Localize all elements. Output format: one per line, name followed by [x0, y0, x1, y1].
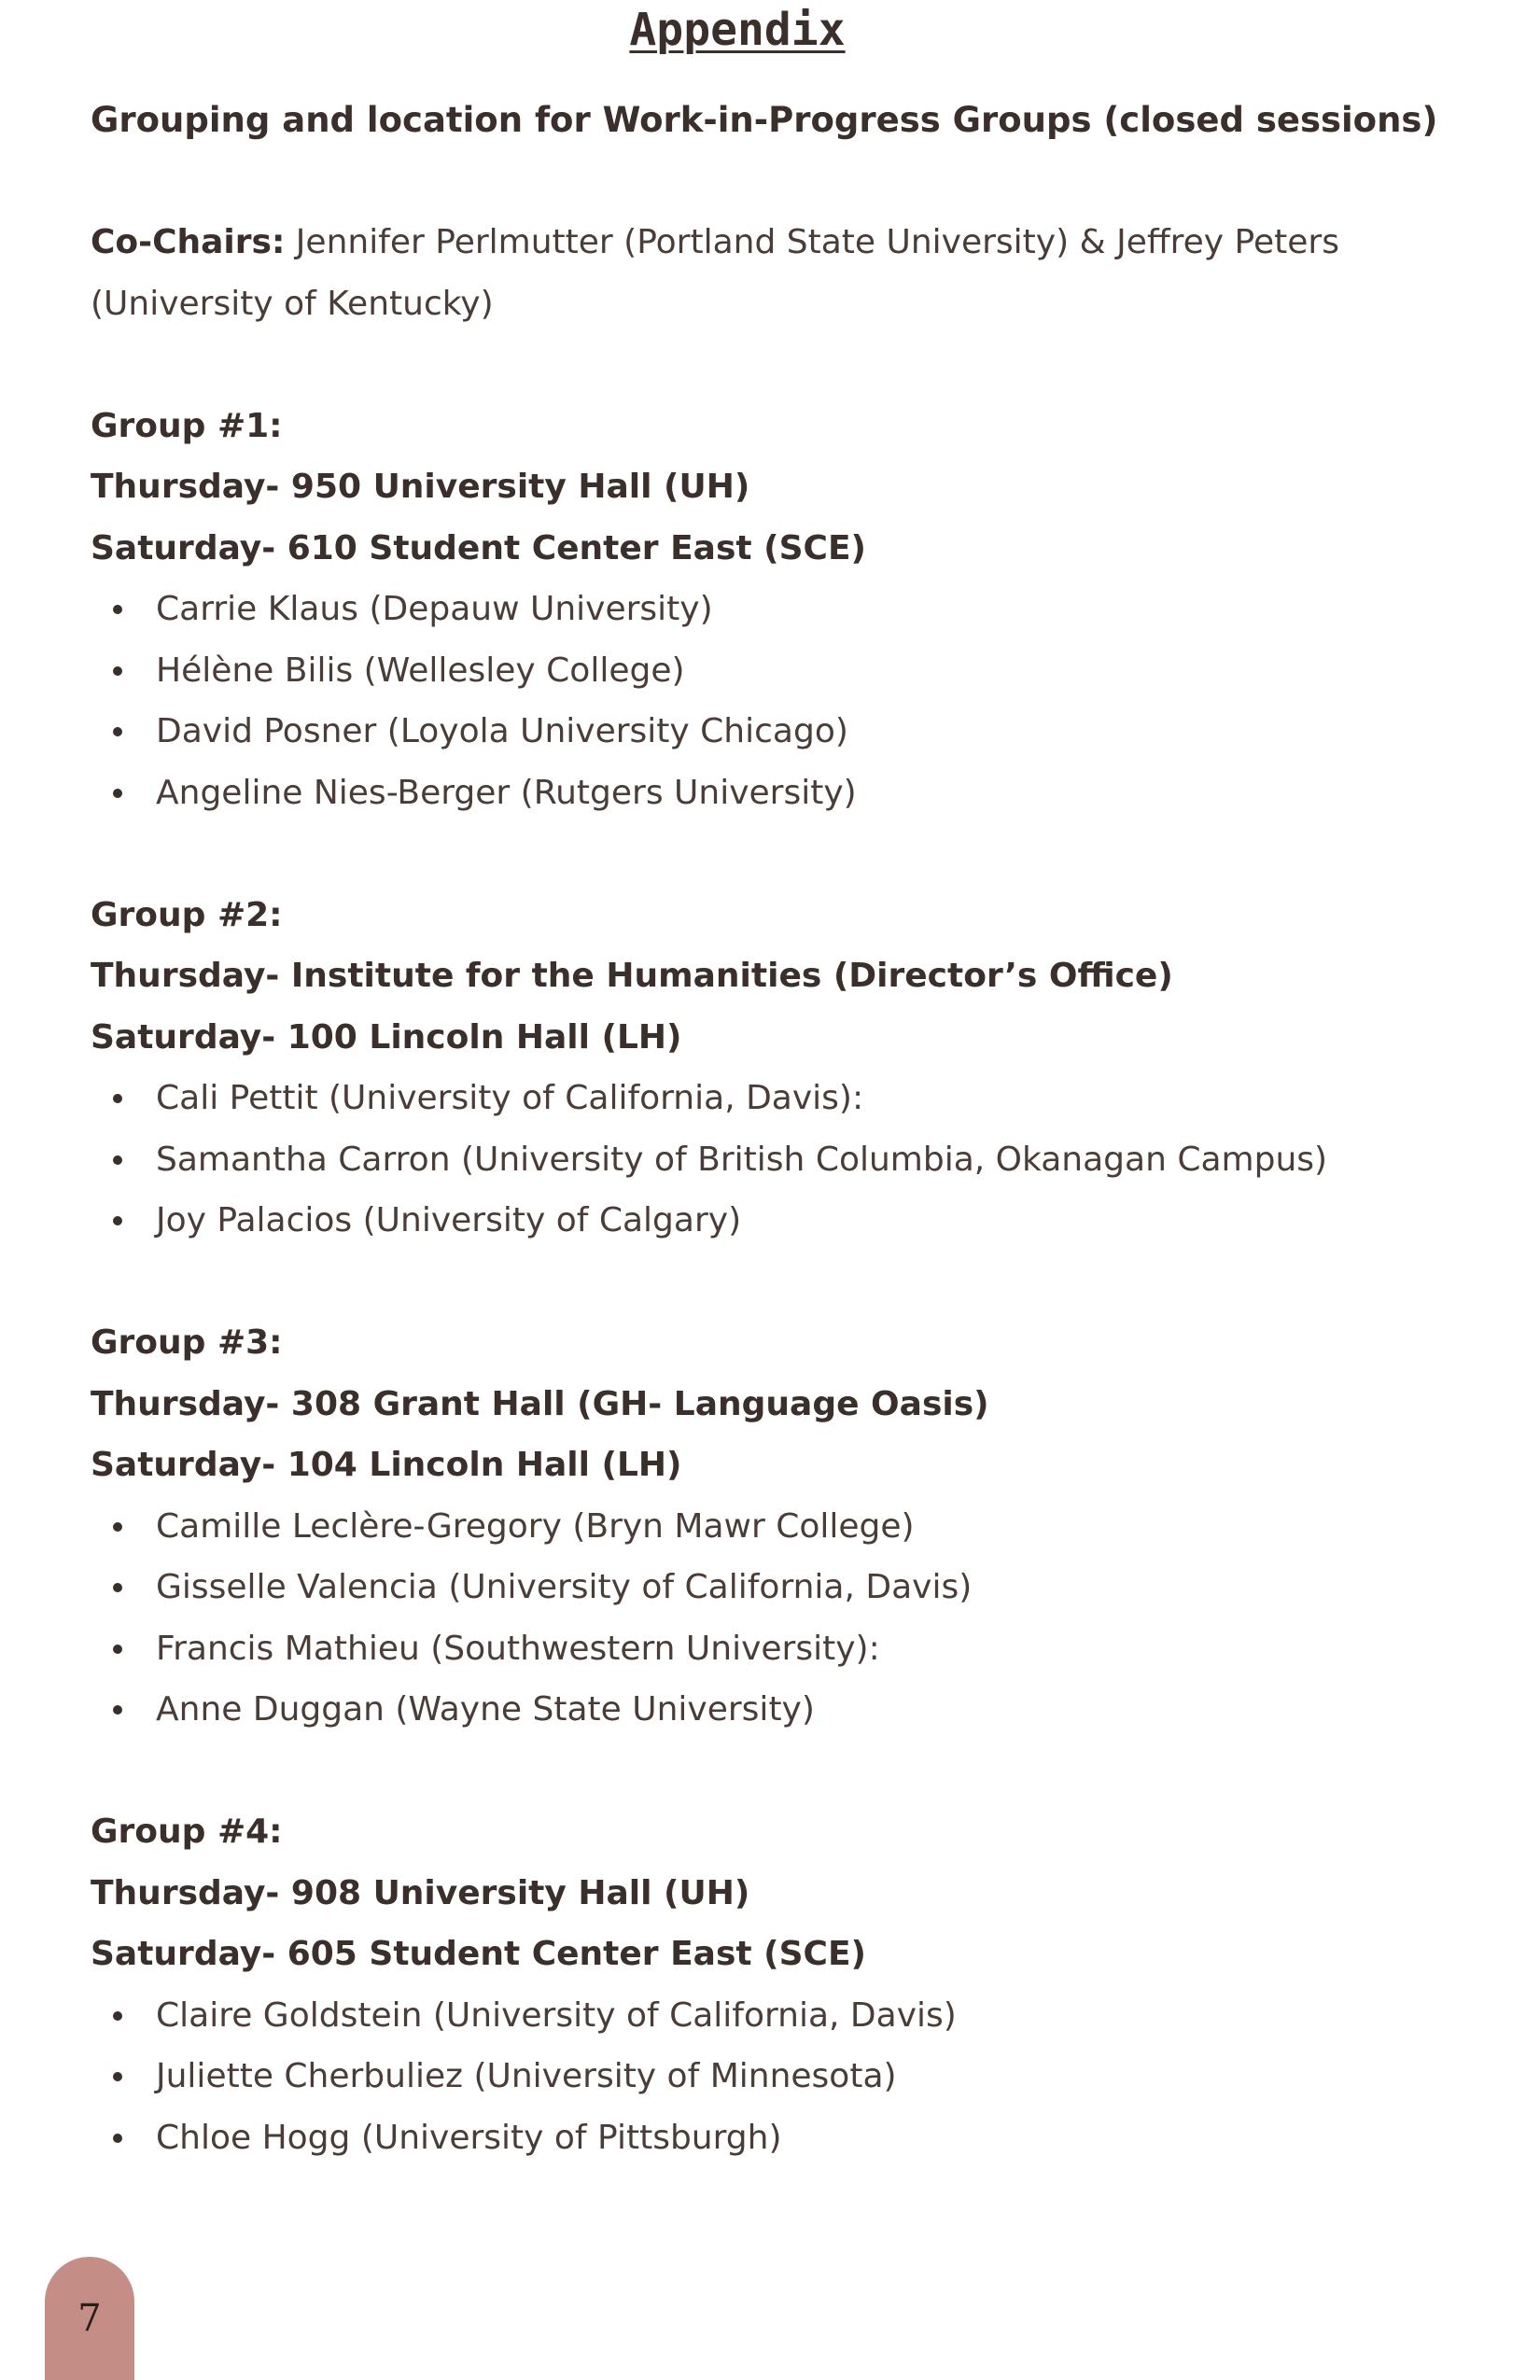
cochairs-names: Jennifer Perlmutter (Portland State University) & Jeffrey Peters	[285, 223, 1339, 261]
thursday-location: Thursday- 308 Grant Hall (GH- Language Oasis)	[91, 1384, 989, 1423]
spacer	[91, 1252, 1453, 1313]
group-1	[91, 396, 1453, 824]
group-heading: Group #3:	[91, 1323, 283, 1362]
list-item: Joy Palacios (University of Calgary)	[91, 1190, 1453, 1252]
list-item: Gisselle Valencia (University of California, Davis)	[91, 1557, 1453, 1618]
list-item: Chloe Hogg (University of Pittsburgh)	[91, 2107, 1453, 2169]
member-list	[91, 1985, 1453, 2169]
list-item: Cali Pettit (University of California, Davis):	[91, 1068, 1453, 1129]
member-list	[91, 1496, 1453, 1741]
saturday-location: Saturday- 100 Lincoln Hall (LH)	[91, 1017, 682, 1057]
page-number-badge	[45, 2257, 134, 2380]
appendix-content	[91, 90, 1453, 2168]
list-item: Juliette Cherbuliez (University of Minnesota)	[91, 2046, 1453, 2107]
list-item: Hélène Bilis (Wellesley College)	[91, 640, 1453, 702]
page-number: 7	[77, 2297, 102, 2340]
list-item: Samantha Carron (University of British Columbia, Okanagan Campus)	[91, 1129, 1453, 1191]
list-item: Francis Mathieu (Southwestern University):	[91, 1618, 1453, 1680]
group-heading: Group #1:	[91, 406, 283, 445]
member-list	[91, 1068, 1453, 1252]
thursday-location: Thursday- 950 University Hall (UH)	[91, 468, 750, 506]
thursday-location: Thursday- Institute for the Humanities (Director’s Office)	[91, 957, 1173, 995]
group-4	[91, 1801, 1453, 2168]
saturday-location: Saturday- 104 Lincoln Hall (LH)	[91, 1446, 682, 1484]
thursday-location: Thursday- 908 University Hall (UH)	[91, 1873, 750, 1912]
group-2	[91, 885, 1453, 1252]
list-item: David Posner (Loyola University Chicago)	[91, 701, 1453, 763]
list-item: Camille Leclère-Gregory (Bryn Mawr College)	[91, 1496, 1453, 1558]
page-title: Appendix	[629, 4, 846, 56]
group-heading: Group #4:	[91, 1813, 283, 1851]
list-item: Carrie Klaus (Depauw University)	[91, 579, 1453, 640]
list-item: Claire Goldstein (University of California, Davis)	[91, 1985, 1453, 2047]
spacer	[91, 334, 1453, 396]
group-heading: Group #2:	[91, 895, 283, 934]
cochairs-label: Co-Chairs:	[91, 223, 286, 261]
list-item: Anne Duggan (Wayne State University)	[91, 1679, 1453, 1741]
saturday-location: Saturday- 605 Student Center East (SCE)	[91, 1935, 866, 1973]
member-list	[91, 579, 1453, 823]
spacer	[91, 1741, 1453, 1802]
group-3	[91, 1312, 1453, 1741]
section-subtitle: Grouping and location for Work-in-Progress Groups (closed sessions)	[91, 100, 1438, 140]
spacer	[91, 823, 1453, 885]
spacer	[91, 151, 1453, 213]
saturday-location: Saturday- 610 Student Center East (SCE)	[91, 528, 866, 567]
list-item: Angeline Nies-Berger (Rutgers University)	[91, 763, 1453, 824]
cochairs-line	[91, 212, 1453, 273]
cochairs-continued: (University of Kentucky)	[91, 284, 494, 323]
